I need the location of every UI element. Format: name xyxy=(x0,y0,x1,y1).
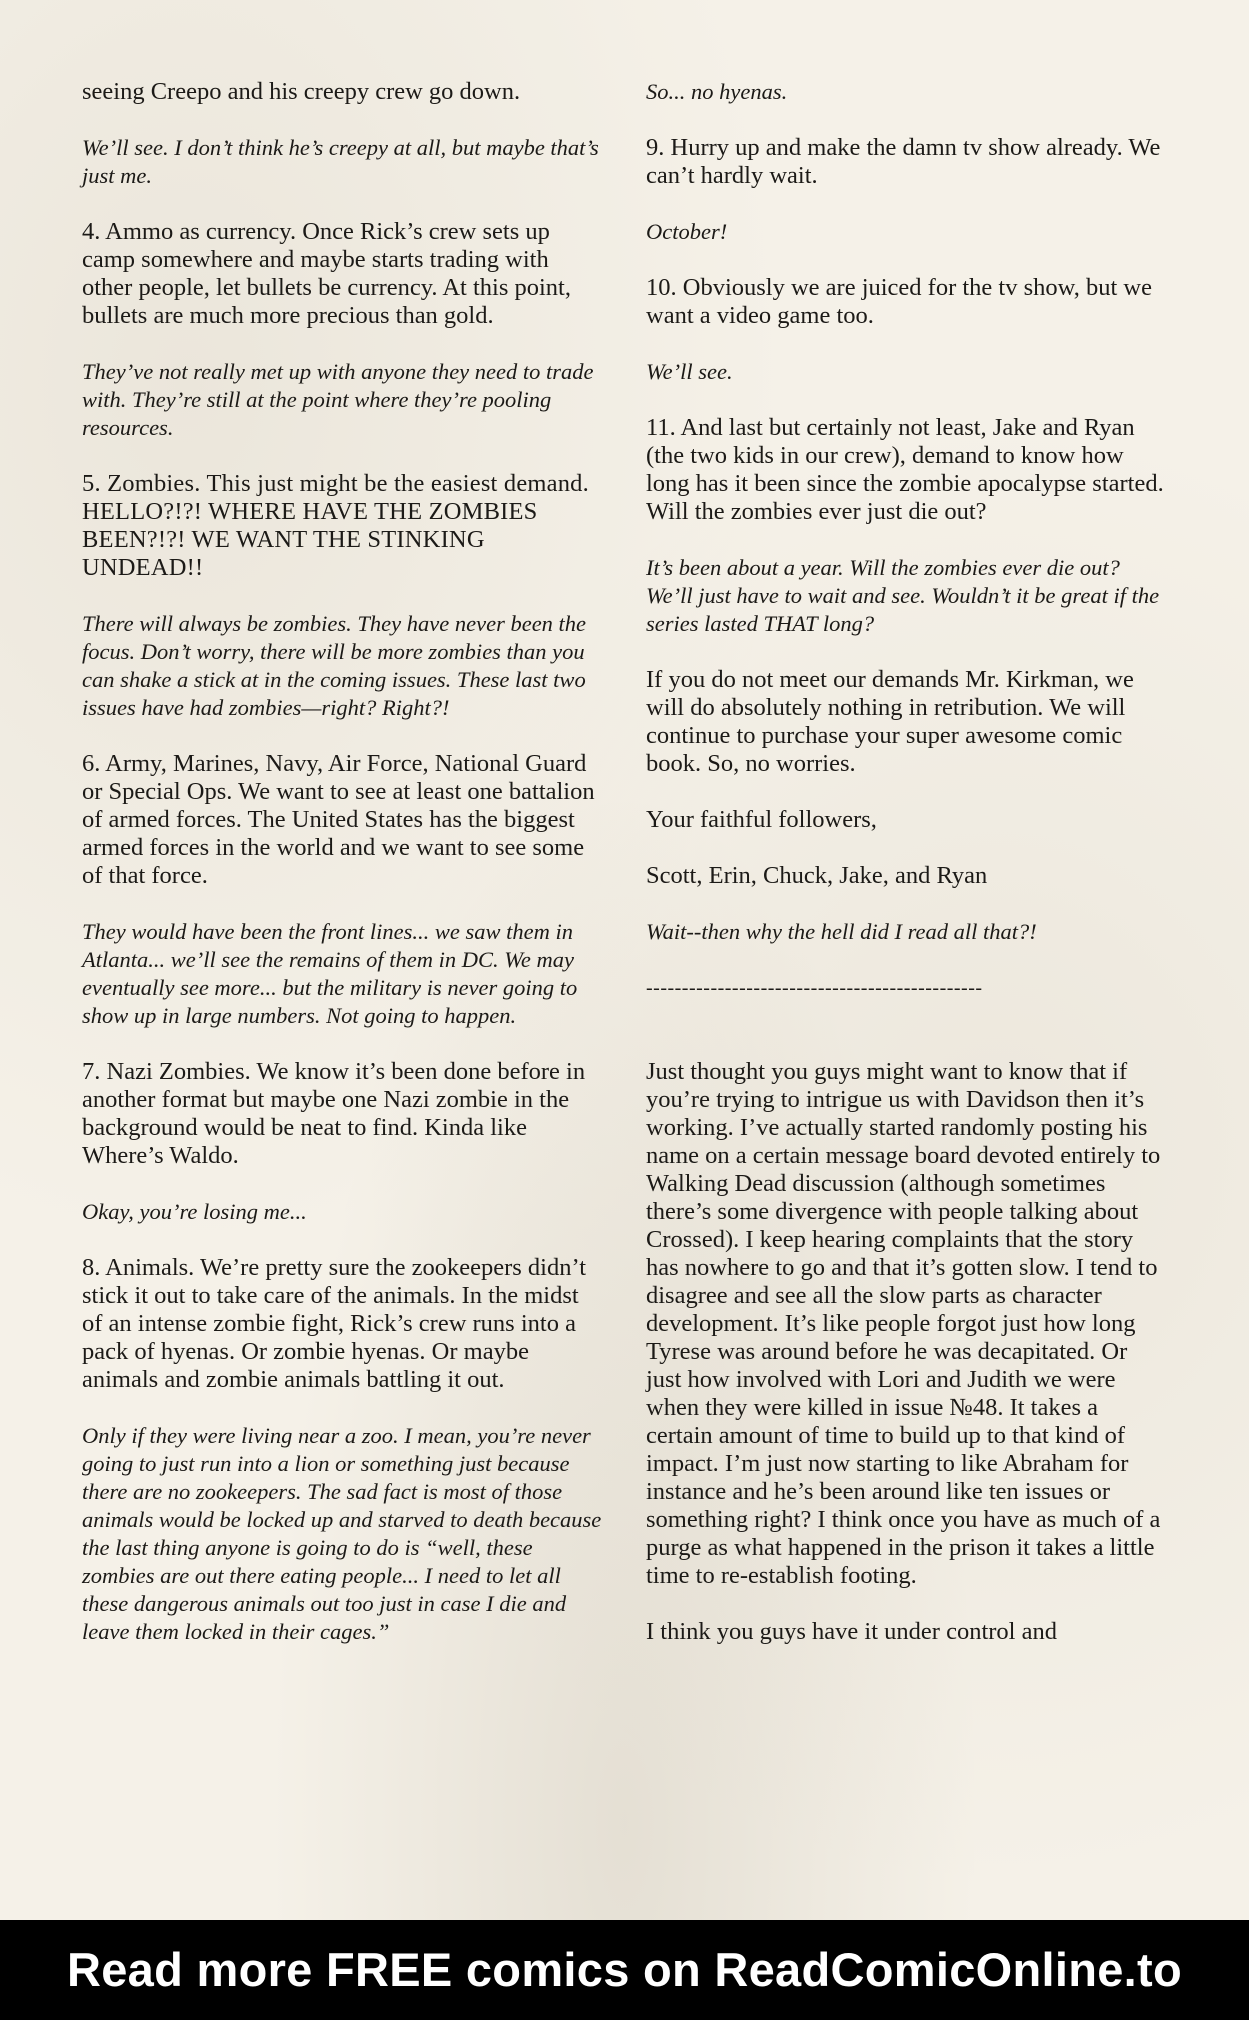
letter-paragraph: seeing Creepo and his creepy crew go down. xyxy=(82,78,521,105)
letter-paragraph: 10. Obviously we are juiced for the tv show, but we want a video game too. xyxy=(646,274,1152,329)
editor-reply: So... no hyenas. xyxy=(646,79,788,104)
letter-paragraph: 4. Ammo as currency. Once Rick’s crew sets up camp somewhere and maybe starts trading with other people, let bullets be currency. At this point, bullets are much more precious than gold. xyxy=(82,218,571,329)
right-column xyxy=(646,78,1166,1674)
left-column xyxy=(82,78,602,1674)
editor-reply: They’ve not really met up with anyone they need to trade with. They’re still at the point where they’re pooling resources. xyxy=(82,359,594,440)
letter-signatures: Scott, Erin, Chuck, Jake, and Ryan xyxy=(646,862,988,889)
letter-signoff: Your faithful followers, xyxy=(646,806,877,833)
editor-reply: We’ll see. I don’t think he’s creepy at all, but maybe that’s just me. xyxy=(82,135,599,188)
editor-reply: October! xyxy=(646,219,728,244)
editor-reply: We’ll see. xyxy=(646,359,733,384)
editor-reply: It’s been about a year. Will the zombies ever die out? We’ll just have to wait and see. Wouldn’t it be great if the series lasted THAT long? xyxy=(646,555,1160,636)
letter-divider: ----------------------------------------------- xyxy=(646,977,983,999)
editor-reply: Only if they were living near a zoo. I mean, you’re never going to just run into a lion or something just because there are no zookeepers. The sad fact is most of those animals would be locked up and starved to death because the last thing anyone is going to do is “well, these zombies are out there eating people... I need to let all these dangerous animals out too just in case I die and leave them locked in their cages.” xyxy=(82,1423,602,1644)
editor-reply: They would have been the front lines... we saw them in Atlanta... we’ll see the remains of them in DC. We may eventually see more... but the military is never going to show up in large numbers. Not going to happen. xyxy=(82,919,578,1028)
promo-banner[interactable]: Read more FREE comics on ReadComicOnline.to xyxy=(0,1920,1249,2020)
editor-reply: Okay, you’re losing me... xyxy=(82,1199,307,1224)
editor-reply: Wait--then why the hell did I read all that?! xyxy=(646,919,1037,944)
letter-paragraph: 5. Zombies. This just might be the easiest demand. HELLO?!?! WHERE HAVE THE ZOMBIES BEEN?!?! WE WANT THE STINKING UNDEAD!! xyxy=(82,470,589,581)
letter-paragraph: If you do not meet our demands Mr. Kirkman, we will do absolutely nothing in retribution. We will continue to purchase your super awesome comic book. So, no worries. xyxy=(646,666,1134,777)
letter-paragraph: Just thought you guys might want to know that if you’re trying to intrigue us with Davidson then it’s working. I’ve actually started randomly posting his name on a certain message board devoted entirely to Walking Dead discussion (although sometimes there’s some divergence with people talking about Crossed). I keep hearing complaints that the story has nowhere to go and that it’s gotten slow. I tend to disagree and see all the slow parts as character development. It’s like people forgot just how long Tyrese was around before he was decapitated. Or just how involved with Lori and Judith we were when they were killed in issue №48. It takes a certain amount of time to build up to that kind of impact. I’m just now starting to like Abraham for instance and he’s been around like ten issues or something right? I think once you have as much of a purge as what happened in the prison it takes a little time to re-establish footing. xyxy=(646,1058,1161,1589)
letter-paragraph: 9. Hurry up and make the damn tv show already. We can’t hardly wait. xyxy=(646,134,1161,189)
letter-paragraph: 6. Army, Marines, Navy, Air Force, National Guard or Special Ops. We want to see at least one battalion of armed forces. The United States has the biggest armed forces in the world and we want to see some of that force. xyxy=(82,750,595,889)
letter-paragraph: I think you guys have it under control and xyxy=(646,1618,1057,1645)
letter-paragraph: 8. Animals. We’re pretty sure the zookeepers didn’t stick it out to take care of the animals. In the midst of an intense zombie fight, Rick’s crew runs into a pack of hyenas. Or zombie hyenas. Or maybe animals and zombie animals battling it out. xyxy=(82,1254,586,1393)
letter-paragraph: 7. Nazi Zombies. We know it’s been done before in another format but maybe one Nazi zombie in the background would be neat to find. Kinda like Where’s Waldo. xyxy=(82,1058,586,1169)
letter-paragraph: 11. And last but certainly not least, Jake and Ryan (the two kids in our crew), demand to know how long has it been since the zombie apocalypse started. Will the zombies ever just die out? xyxy=(646,414,1164,525)
editor-reply: There will always be zombies. They have never been the focus. Don’t worry, there will be more zombies than you can shake a stick at in the coming issues. These last two issues have had zombies—right? Right?! xyxy=(82,611,587,720)
